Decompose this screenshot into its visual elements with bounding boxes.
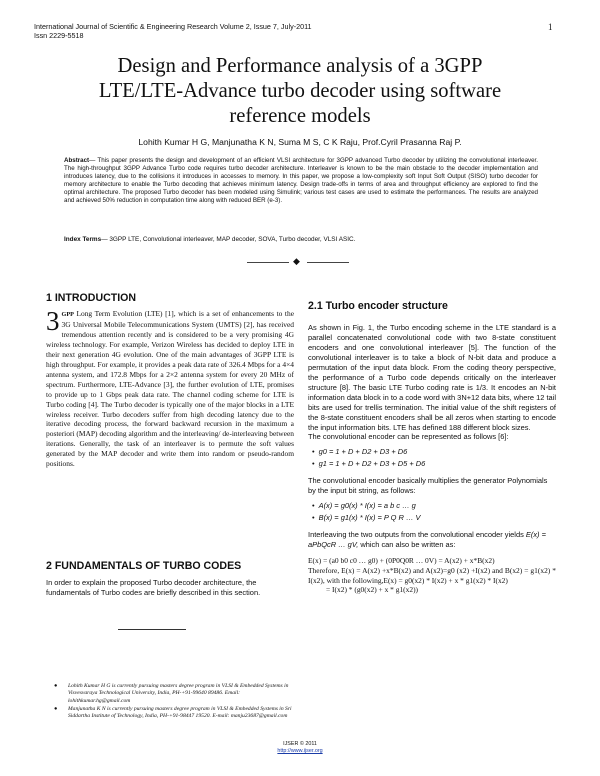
turbo-encoder-paragraph-4 <box>308 530 556 550</box>
turbo-encoder-section <box>308 323 556 595</box>
footnotes <box>54 683 298 721</box>
turbo-encoder-paragraph-3: The convolutional encoder basically multiplies the generator Polynomials by the input bit string, as follows: <box>308 476 548 496</box>
footnote-text: Manjunatha K N is currently pursuing masters degree program in VLSI & Embedded Systems in Sri Siddartha Institute of Technology, India, PH-+91-98447 19520. E-mail: manju23687@gmail.com <box>68 705 292 720</box>
diamond-icon: ◆ <box>293 256 300 266</box>
bullet-icon: • <box>312 459 315 469</box>
abstract-label: Abstract <box>64 157 90 164</box>
footnote-text: Lohith Kumar H G is currently pursuing masters degree program in VLSI & Embedded Systems in Visvesvaraya Technological University, India, PH-+91-99640 89486. Email: lohithkumar.hg@gmail.com <box>68 683 289 704</box>
journal-header: International Journal of Scientific & Engineering Research Volume 2, Issue 7, July-2011 <box>34 22 312 31</box>
divider-line-right <box>307 262 349 263</box>
page-number: 1 <box>548 22 553 32</box>
author-list: Lohith Kumar H G, Manjunatha K N, Suma M S, C K Raju, Prof.Cyril Prasanna Raj P. <box>138 137 462 147</box>
turbo-encoder-paragraph-2: The convolutional encoder can be represented as follows [6]: <box>308 432 509 442</box>
section-heading-turbo-encoder: 2.1 Turbo encoder structure <box>308 300 448 312</box>
bullet-icon: ● <box>54 705 58 712</box>
math-line-1: E(x) = (a0 b0 c0 … g0) + (0P0Q0R … 0V) = A(x2) + x*B(x2) <box>308 556 495 566</box>
math-line-3: = I(x2) * (g0(x2) + x * g1(x2)) <box>326 585 419 595</box>
paper-title <box>40 54 560 129</box>
section-heading-introduction: 1 INTRODUCTION <box>46 292 137 304</box>
turbo-encoder-paragraph-1: As shown in Fig. 1, the Turbo encoding scheme in the LTE standard is a parallel concatenated convolutional code with two 8-state constituent encoders and one convolutional interleaver [5]. The function of the convolutional interleaver is to take a block of N-bit data and produce a permutation of the input data block. From the coding theory perspective, the performance of a Turbo code depends critically on the interleaver structure [8]. The basic LTE Turbo coding rate is 1/3. It encodes an N-bit information data block in to a code word with 3N+12 data bits, where 12 tail bits are used for trellis termination. The initial value of the shift registers of the 8-state constituent encoders shall be all zeros when starting to encode the input information bits. LTE has defined 188 different block sizes. <box>308 323 556 432</box>
index-terms-dash: — <box>101 236 110 243</box>
title-line-1: Design and Performance analysis of a 3GPP <box>117 55 483 77</box>
paragraph-4-text-b: which can also be written as: <box>358 540 456 550</box>
abstract <box>64 157 538 204</box>
equation-g1 <box>312 459 556 469</box>
drop-cap: 3 <box>46 306 60 336</box>
encoder-outputs <box>308 501 556 523</box>
equation-g1-text: g1 = 1 + D + D2 + D3 + D5 + D6 <box>318 459 426 469</box>
footer-url-link[interactable]: http://www.ijser.org <box>277 748 323 754</box>
bullet-icon: • <box>312 501 315 511</box>
equation-b-text: B(x) = g1(x) * I(x) = P Q R … V <box>318 513 421 523</box>
footer-copyright: IJSER © 2011 <box>283 741 317 747</box>
equation-b <box>312 513 556 523</box>
equation-a <box>312 501 556 511</box>
footnote-separator <box>118 629 186 630</box>
divider-line-left <box>247 262 289 263</box>
bullet-icon: • <box>312 447 315 457</box>
section-heading-fundamentals: 2 FUNDAMENTALS OF TURBO CODES <box>46 560 242 572</box>
paragraph-4-equation: E(x) = aPbQcR … gV, <box>308 530 546 550</box>
equation-a-text: A(x) = g0(x) * I(x) = a b c … g <box>318 501 416 511</box>
issn-label: Issn 2229-5518 <box>34 31 84 40</box>
abstract-dash: — <box>89 157 98 164</box>
footnote-item <box>54 683 298 705</box>
equation-g0-text: g0 = 1 + D + D2 + D3 + D6 <box>318 447 408 457</box>
interleaving-math <box>308 556 556 595</box>
drop-cap-continuation: GPP <box>61 311 74 318</box>
equation-g0 <box>312 447 556 457</box>
bullet-icon: • <box>312 513 315 523</box>
index-terms <box>64 236 538 243</box>
index-terms-text: 3GPP LTE, Convolutional interleaver, MAP decoder, SOVA, Turbo decoder, VLSI ASIC. <box>109 236 356 243</box>
footnote-item <box>54 706 298 721</box>
title-line-2: LTE/LTE-Advance turbo decoder using software <box>98 80 502 102</box>
fundamentals-paragraph: In order to explain the proposed Turbo decoder architecture, the fundamentals of Turbo codes are briefly described in this section. <box>46 578 261 597</box>
introduction-paragraph <box>46 306 294 469</box>
bullet-icon: ● <box>54 683 58 689</box>
index-terms-label: Index Terms <box>64 236 102 243</box>
generator-polynomials <box>308 447 556 469</box>
math-line-2: Therefore, E(x) = A(x2) +x*B(x2) and A(x2)=g0 (x2) +I(x2) and B(x2) = g1(x2) * I(x2), with the following,E(x) = g0(x2) * I(x2) + x * g1(x2) * I(x2) <box>308 565 556 585</box>
section-divider <box>0 255 600 269</box>
introduction-text: Long Term Evolution (LTE) [1], which is a set of enhancements to the 3G Universal Mobile Telecommunications System (UMTS) [2], has received tremendous attention recently and is considered to be a very promising 4G wireless technology. For example, Verizon Wireless has decided to deploy LTE in their next generation 4G evolution. One of the main advantages of 3GPP LTE is high throughput. For example, it provides a peak data rate of 326.4 Mbps for a 4×4 antenna system, and 172.8 Mbps for a 2×2 antenna system for every 20 MHz of spectrum. Furthermore, LTE-Advance [3], the further evolution of LTE, promises to provide up to 1 Gbps peak data rate. The channel coding scheme for LTE is Turbo coding [4]. The Turbo decoder is typically one of the major blocks in a LTE wireless receiver. Turbo decoders suffer from high decoding latency due to the iterative decoding process, the forward backward recursion in the maximum a posteriori (MAP) decoding algorithm and the interleaving/ de-interleaving between iterations. Generally, the task of an interleaver is to permute the soft values generated by the MAP decoder and write them into random or pseudo-random positions. <box>46 309 294 469</box>
paragraph-4-text-a: Interleaving the two outputs from the convolutional encoder yields <box>308 530 526 540</box>
abstract-text: This paper presents the design and development of an efficient VLSI architecture for 3GPP advanced Turbo decoder by utilizing the convolutional interleaver. The high-throughput 3GPP Advance Turbo code requires turbo decoder architecture. Interleaver is known to be the main obstacle to the decoder implementation and introduces latency, due to the collisions it introduces in accesses to memory. In this paper, we propose a low-complexity soft Input Soft Output (SISO) turbo decoder for memory architecture to enable the Turbo decoding that achieves minimum latency. Design trade-offs in terms of area and throughput efficiency are explored to find the optimal architecture. The proposed Turbo decoder has been modeled using Simulink; various test cases are used to estimate the performances. The results are analyzed and achieved 50% reduction in computation time along with reduced BER (e-3). <box>64 157 538 204</box>
title-line-3: reference models <box>229 105 371 127</box>
